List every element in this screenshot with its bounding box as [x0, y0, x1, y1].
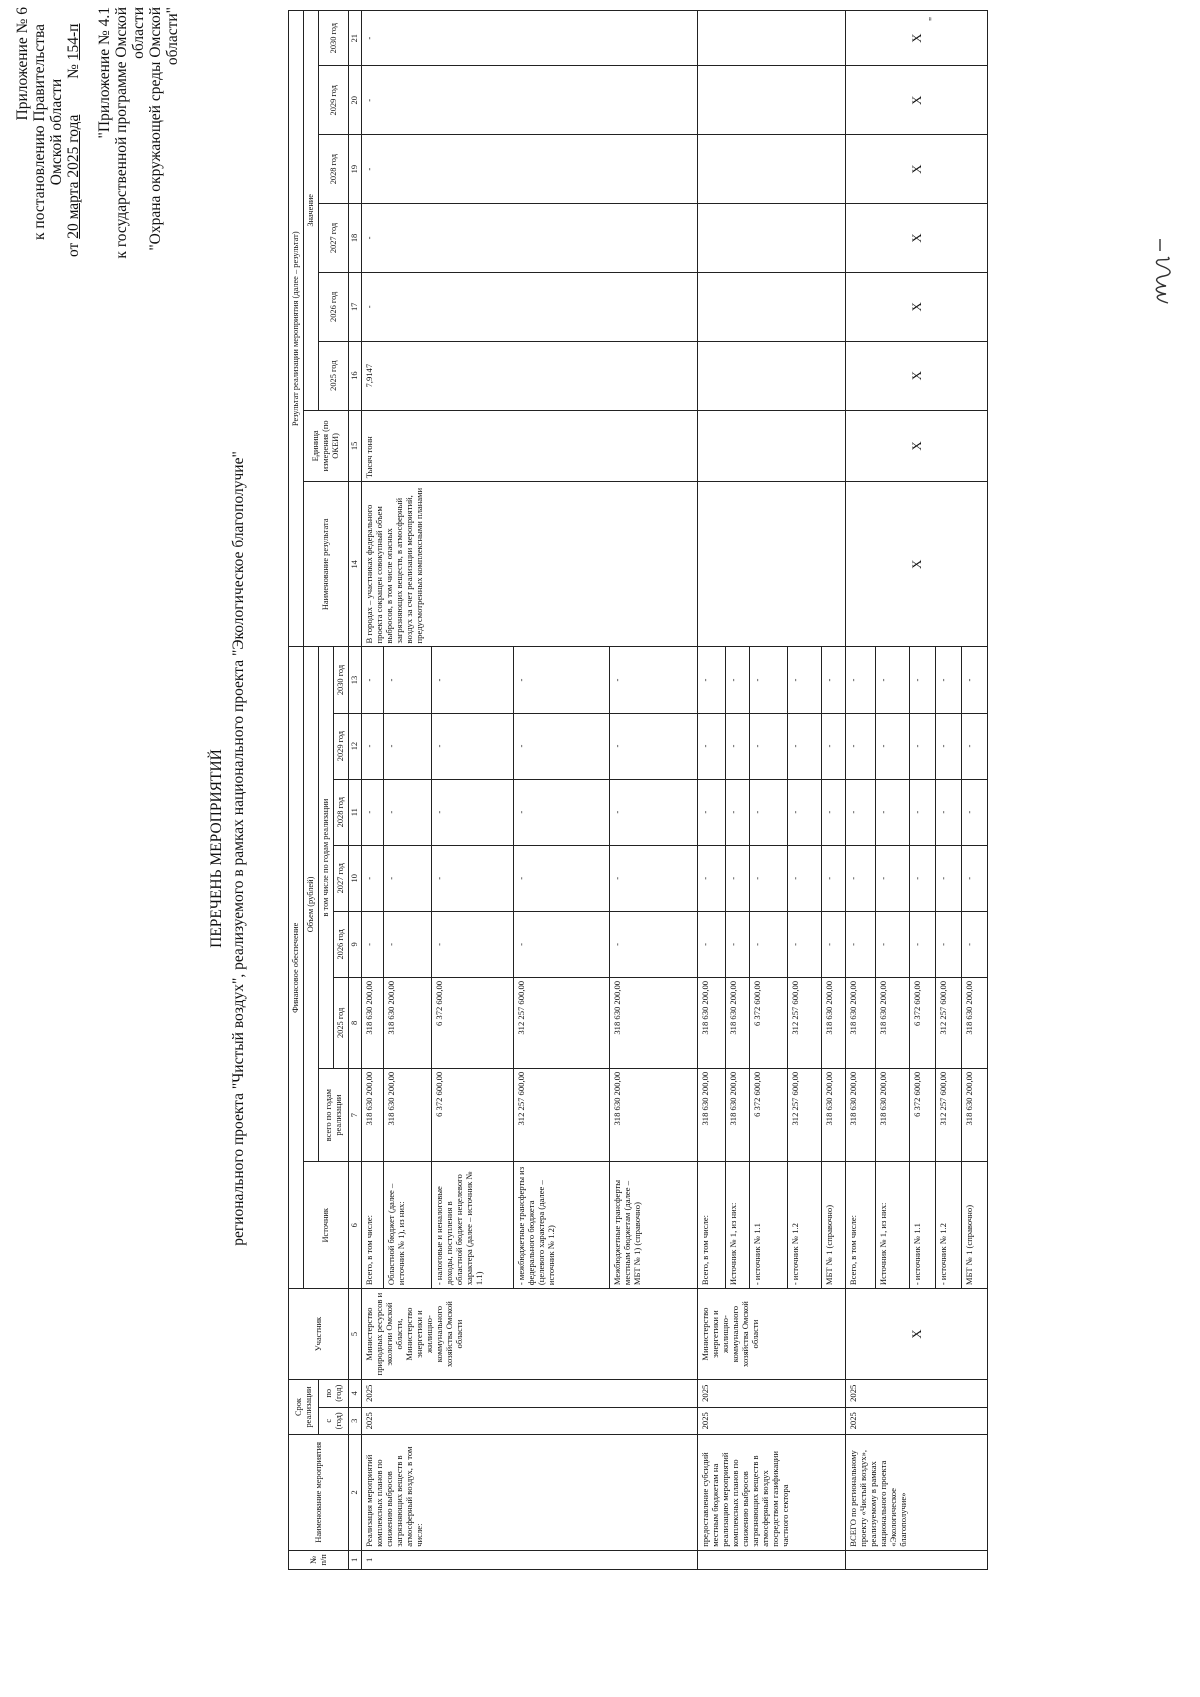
amount-empty: - [698, 911, 726, 977]
amount-2025: 318 630 200,00 [384, 977, 432, 1068]
total-amount: 6 372 600,00 [432, 1068, 514, 1162]
term-to: 2025 [362, 1380, 698, 1408]
amount-2025: 318 630 200,00 [876, 977, 910, 1068]
amount-2025: 6 372 600,00 [910, 977, 936, 1068]
total-amount: 6 372 600,00 [910, 1068, 936, 1162]
result-value: X [846, 135, 988, 204]
amount-empty: - [610, 911, 698, 977]
measure-name: Реализация мероприятий комплексных планов по снижению выбросов загрязняющих веществ в атмосферный воздух, в том числе: [362, 1435, 698, 1551]
amount-empty: - [750, 647, 788, 713]
amount-empty: - [362, 647, 384, 713]
amount-empty: - [384, 779, 432, 845]
amount-empty: - [432, 713, 514, 779]
source: МБТ № 1 (справочно) [962, 1162, 988, 1289]
total-amount: 318 630 200,00 [698, 1068, 726, 1162]
handwritten-signature [1140, 227, 1180, 307]
amount-empty: - [514, 779, 610, 845]
amount-empty: - [726, 779, 750, 845]
amount-empty: - [698, 713, 726, 779]
empty-cell [698, 204, 846, 273]
source: - налоговые и неналоговые доходы, поступления в областной бюджет нецелевого характера (далее – источник № 1.1) [432, 1162, 514, 1289]
row-number [698, 1550, 846, 1569]
amount-empty: - [362, 713, 384, 779]
amount-empty: - [936, 845, 962, 911]
amount-empty: - [362, 845, 384, 911]
column-number: 6 [349, 1162, 362, 1289]
amount-empty: - [846, 713, 876, 779]
amount-empty: - [936, 647, 962, 713]
empty-cell [698, 11, 846, 66]
decree-number: 154-п [65, 23, 82, 61]
amount-empty: - [726, 713, 750, 779]
result-value: 7,9147 [362, 341, 698, 410]
empty-cell [698, 482, 846, 647]
amount-empty: - [846, 779, 876, 845]
column-number: 19 [349, 135, 362, 204]
document-subtitle: регионального проекта "Чистый воздух", реализуемого в рамках национального проекта "Экологическое благополучие" [230, 451, 247, 1246]
amount-empty: - [610, 845, 698, 911]
result-unit: X [846, 410, 988, 482]
amount-empty: - [750, 845, 788, 911]
amount-empty: - [936, 713, 962, 779]
amount-empty: - [610, 647, 698, 713]
amount-empty: - [726, 845, 750, 911]
amount-empty: - [962, 779, 988, 845]
amount-empty: - [384, 647, 432, 713]
column-number: 10 [349, 845, 362, 911]
result-name: X [846, 482, 988, 647]
amount-2025: 318 630 200,00 [610, 977, 698, 1068]
column-number: 1 [349, 1550, 362, 1569]
amount-empty: - [788, 845, 822, 911]
amount-empty: - [384, 713, 432, 779]
amount-empty: - [936, 779, 962, 845]
amount-2025: 318 630 200,00 [962, 977, 988, 1068]
amount-empty: - [698, 845, 726, 911]
amount-empty: - [362, 779, 384, 845]
total-amount: 312 257 600,00 [936, 1068, 962, 1162]
source: - источник № 1.2 [788, 1162, 822, 1289]
amount-empty: - [876, 713, 910, 779]
result-value: X [846, 204, 988, 273]
total-amount: 318 630 200,00 [362, 1068, 384, 1162]
column-number: 9 [349, 911, 362, 977]
total-amount: 318 630 200,00 [846, 1068, 876, 1162]
amount-empty: - [514, 845, 610, 911]
total-amount: 318 630 200,00 [962, 1068, 988, 1162]
total-amount: 318 630 200,00 [822, 1068, 846, 1162]
total-amount: 312 257 600,00 [514, 1068, 610, 1162]
amount-empty: - [514, 647, 610, 713]
appendix-number: Приложение № 6 [14, 7, 31, 121]
total-amount: 312 257 600,00 [788, 1068, 822, 1162]
result-value: - [362, 11, 698, 66]
column-number: 14 [349, 482, 362, 647]
amount-2025: 6 372 600,00 [432, 977, 514, 1068]
amount-empty: - [876, 845, 910, 911]
source: - источник № 1.1 [750, 1162, 788, 1289]
total-amount: 318 630 200,00 [876, 1068, 910, 1162]
amount-empty: - [936, 911, 962, 977]
row-number [846, 1550, 988, 1569]
total-amount: 318 630 200,00 [610, 1068, 698, 1162]
decree-date: 20 марта 2025 года [65, 114, 82, 239]
result-value: X [846, 341, 988, 410]
participant: X [846, 1289, 988, 1380]
result-value: - [362, 272, 698, 341]
amount-empty: - [962, 845, 988, 911]
amount-empty: - [698, 647, 726, 713]
amount-2025: 318 630 200,00 [726, 977, 750, 1068]
amount-2025: 6 372 600,00 [750, 977, 788, 1068]
amount-empty: - [384, 845, 432, 911]
amount-2025: 312 257 600,00 [788, 977, 822, 1068]
amount-empty: - [910, 779, 936, 845]
column-number: 11 [349, 779, 362, 845]
column-number: 17 [349, 272, 362, 341]
decree-date-line: от 20 марта 2025 года № 154-п [65, 23, 82, 257]
empty-cell [698, 272, 846, 341]
term-from: 2025 [846, 1407, 988, 1435]
source: МБТ № 1 (справочно) [822, 1162, 846, 1289]
amount-2025: 318 630 200,00 [698, 977, 726, 1068]
result-name: В городах – участниках федерального проекта сокращен совокупный объем выбросов, в том числе опасных загрязняющих веществ, в атмосферный воздух за счет реализации мероприятий, предусмотренных комплексными планами [362, 482, 698, 647]
amount-empty: - [822, 647, 846, 713]
amount-empty: - [846, 845, 876, 911]
amount-empty: - [750, 713, 788, 779]
column-number: 20 [349, 66, 362, 135]
amount-empty: - [726, 647, 750, 713]
decree-reference: к постановлению Правительства Омской области [31, 24, 65, 240]
amount-empty: - [788, 647, 822, 713]
amount-2025: 312 257 600,00 [514, 977, 610, 1068]
amount-empty: - [846, 911, 876, 977]
amount-empty: - [962, 713, 988, 779]
term-from: 2025 [698, 1407, 846, 1435]
amount-empty: - [876, 779, 910, 845]
closing-quote: " [928, 16, 939, 21]
measure-name: предоставление субсидий местным бюджетам на реализацию мероприятий комплексных планов по снижению выбросов загрязняющих веществ в атмосферный воздух посредством газификации частного сектора [698, 1435, 846, 1551]
amount-empty: - [910, 845, 936, 911]
measure-name: ВСЕГО по региональному проекту «Чистый воздух», реализуемому в рамках национального проекта «Экологическое благополучие» [846, 1435, 988, 1551]
amount-empty: - [698, 779, 726, 845]
amount-empty: - [822, 713, 846, 779]
amount-empty: - [788, 713, 822, 779]
table-row [846, 11, 876, 1570]
column-number: 3 [349, 1407, 362, 1435]
amount-empty: - [822, 779, 846, 845]
amount-2025: 312 257 600,00 [936, 977, 962, 1068]
result-value: X [846, 272, 988, 341]
table-row [698, 11, 726, 1570]
amount-empty: - [362, 911, 384, 977]
empty-cell [698, 66, 846, 135]
amount-empty: - [910, 911, 936, 977]
column-number: 5 [349, 1289, 362, 1380]
amount-empty: - [514, 713, 610, 779]
appendix-header [14, 7, 82, 257]
amount-empty: - [750, 911, 788, 977]
amount-empty: - [910, 713, 936, 779]
row-number: 1 [362, 1550, 698, 1569]
source: - источник № 1.2 [936, 1162, 962, 1289]
column-number: 13 [349, 647, 362, 713]
table-row [362, 11, 384, 1570]
column-number: 15 [349, 410, 362, 482]
empty-cell [698, 135, 846, 204]
result-value: - [362, 66, 698, 135]
amount-empty: - [750, 779, 788, 845]
empty-cell [698, 341, 846, 410]
term-to: 2025 [698, 1380, 846, 1408]
amount-empty: - [846, 647, 876, 713]
amount-empty: - [726, 911, 750, 977]
column-number: 21 [349, 11, 362, 66]
amount-empty: - [876, 647, 910, 713]
source: Всего, в том числе: [362, 1162, 384, 1289]
column-number: 8 [349, 977, 362, 1068]
term-from: 2025 [362, 1407, 698, 1435]
amount-2025: 318 630 200,00 [822, 977, 846, 1068]
amount-empty: - [822, 845, 846, 911]
empty-cell [698, 410, 846, 482]
amount-2025: 318 630 200,00 [846, 977, 876, 1068]
amount-empty: - [876, 911, 910, 977]
document-title: ПЕРЕЧЕНЬ МЕРОПРИЯТИЙ [208, 749, 225, 948]
total-amount: 318 630 200,00 [384, 1068, 432, 1162]
total-amount: 6 372 600,00 [750, 1068, 788, 1162]
result-value: - [362, 135, 698, 204]
amount-empty: - [788, 779, 822, 845]
source: Областной бюджет (далее – источник № 1), из них: [384, 1162, 432, 1289]
amount-empty: - [910, 647, 936, 713]
measures-table: № п/п Наименование мероприятия Срок реализации Участник Финансовое обеспечение Результат реализации мероприятия (далее – результат) Источник Объем (рублей) Наименование результата Единица измерения (по ОКЕИ) Значение с (год) по (год) всего по годам реализации в том числе по годам реализации 2025 год 2026 год 2027 год 2028 год 2029 год 2030 год 2025 год 2026 год 2027 год 2028 год 2029 год 2030 год 1 2 3 4 5 6 7 8 9 10 11 12 13 14 15 16 17 18 19 20 21 1 Реализация мероприятий комплексных планов по снижению выбросов загрязняющих веществ в атмосферный воздух, в том числе: 2025 2025 Министерство природных ресурсов и экологии Омской области, Министерство энергетики и жилищно-коммунального хозяйства Омской области Всего, в том числе: 318 630 200,00 318 630 200,00 - - - - - В городах – участниках федерального проекта сокращен совокупный объем выбросов, в том числе опасных загрязняющих веществ, в атмосферный воздух за счет реализации мероприятий, предусмотренных комплексными планами Тысяч тонн 7,9147 - - - - - Областной бюджет (далее – источник № 1), из них: 318 630 200,00 318 630 200,00 - - - - - - налоговые и неналоговые доходы, поступления в областной бюджет нецелевого характера (далее – источник № 1.1) 6 372 600,00 6 372 600,00 - - - - - - межбюджетные трансферты из федерального бюджета (целевого характера (далее – источник № 1.2) 312 257 600,00 312 257 600,00 - - - - - Межбюджетные трансферты местным бюджетам (далее – МБТ № 1) (справочно) 318 630 200,00 318 630 200,00 - - - - - предоставление субсидий местным бюджетам на реализацию мероприятий комплексных планов по снижению выбросов загрязняющих веществ в атмосферный воздух посредством газификации частного сектора 2025 2025 Министерство энергетики и жилищно-коммунального хозяйства Омской области Всего, в том числе: 318 630 200,00 318 630 200,00 - - - - - Источник № 1, из них: 318 630 200,00 318 630 200,00 - - - - - - источник № 1.1 6 372 600,00 6 372 600,00 - - - - - - источник № 1.2 312 257 600,00 312 257 600,00 - - - - - МБТ № 1 (справочно) 318 630 200,00 318 630 200,00 - - - - - ВСЕГО по региональному проекту «Чистый воздух», реализуемому в рамках национального проекта «Экологическое благополучие» 2025 2025 X Всего, в том числе: 318 630 200,00 318 630 200,00 - - - - - X X X X X X X X Источник № 1, из них: 318 630 200,00 318 630 200,00 - - - - - - источник № 1.1 6 372 600,00 6 372 600,00 - - - - - - источник № 1.2 312 257 600,00 312 257 600,00 - - - - - МБТ № 1 (справочно) 318 630 200,00 318 630 200,00 - - - - - [288, 10, 988, 1570]
column-number: 2 [349, 1435, 362, 1551]
participant: Министерство энергетики и жилищно-коммунального хозяйства Омской области [698, 1289, 846, 1380]
amount-2025: 318 630 200,00 [362, 977, 384, 1068]
source: Всего, в том числе: [846, 1162, 876, 1289]
program-appendix-header: "Приложение № 4.1 к государственной программе Омской области "Охрана окружающей среды Омской области" [96, 7, 181, 259]
amount-empty: - [514, 911, 610, 977]
total-amount: 318 630 200,00 [726, 1068, 750, 1162]
amount-empty: - [432, 911, 514, 977]
amount-empty: - [610, 779, 698, 845]
amount-empty: - [822, 911, 846, 977]
term-to: 2025 [846, 1380, 988, 1408]
source: - межбюджетные трансферты из федерального бюджета (целевого характера (далее – источник № 1.2) [514, 1162, 610, 1289]
result-value: X [846, 66, 988, 135]
column-number: 12 [349, 713, 362, 779]
amount-empty: - [432, 845, 514, 911]
amount-empty: - [432, 647, 514, 713]
column-number: 16 [349, 341, 362, 410]
result-value: X [846, 11, 988, 66]
result-value: - [362, 204, 698, 273]
amount-empty: - [384, 911, 432, 977]
column-number: 4 [349, 1380, 362, 1408]
column-number: 7 [349, 1068, 362, 1162]
source: Источник № 1, из них: [726, 1162, 750, 1289]
column-numbers-row [349, 11, 362, 1570]
source: - источник № 1.1 [910, 1162, 936, 1289]
column-number: 18 [349, 204, 362, 273]
source: Источник № 1, из них: [876, 1162, 910, 1289]
source: Межбюджетные трансферты местным бюджетам (далее – МБТ № 1) (справочно) [610, 1162, 698, 1289]
source: Всего, в том числе: [698, 1162, 726, 1289]
amount-empty: - [610, 713, 698, 779]
amount-empty: - [962, 647, 988, 713]
result-unit: Тысяч тонн [362, 410, 698, 482]
amount-empty: - [962, 911, 988, 977]
amount-empty: - [432, 779, 514, 845]
amount-empty: - [788, 911, 822, 977]
participant: Министерство природных ресурсов и экологии Омской области, Министерство энергетики и жилищно-коммунального хозяйства Омской области [362, 1289, 698, 1380]
